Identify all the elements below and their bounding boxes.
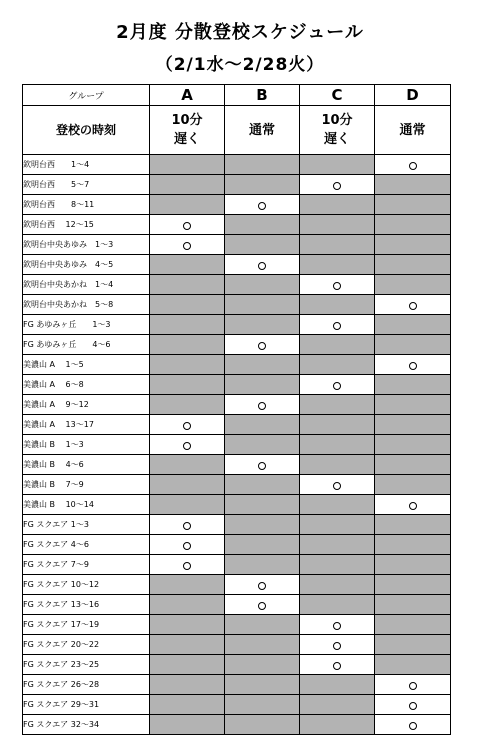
table-row xyxy=(23,715,451,735)
table-row xyxy=(23,575,451,595)
cell-shaded-b xyxy=(225,215,300,235)
table-row xyxy=(23,415,451,435)
row-label: FG スクエア 20～22 xyxy=(23,635,150,655)
schedule-table xyxy=(22,84,451,735)
cell-shaded-d xyxy=(375,435,451,455)
circle-mark-icon xyxy=(258,402,266,410)
table-row xyxy=(23,635,451,655)
row-label: FG スクエア 17～19 xyxy=(23,615,150,635)
row-label: 美濃山 A 9～12 xyxy=(23,395,150,415)
cell-marked-c xyxy=(300,275,375,295)
cell-shaded-a xyxy=(150,695,225,715)
cell-marked-c xyxy=(300,375,375,395)
circle-mark-icon xyxy=(183,562,191,570)
row-label: 美濃山 B 7～9 xyxy=(23,475,150,495)
group-column-header: グループ xyxy=(23,85,150,106)
row-label: FG スクエア 23～25 xyxy=(23,655,150,675)
cell-shaded-c xyxy=(300,435,375,455)
circle-mark-icon xyxy=(409,302,417,310)
row-label: FG スクエア 7～9 xyxy=(23,555,150,575)
row-label: FG スクエア 32～34 xyxy=(23,715,150,735)
cell-shaded-b xyxy=(225,715,300,735)
table-row xyxy=(23,475,451,495)
circle-mark-icon xyxy=(258,602,266,610)
cell-marked-a xyxy=(150,215,225,235)
cell-shaded-d xyxy=(375,535,451,555)
time-c-line2: 遅く xyxy=(323,132,350,147)
cell-marked-c xyxy=(300,635,375,655)
row-label: FG スクエア 29～31 xyxy=(23,695,150,715)
circle-mark-icon xyxy=(183,222,191,230)
row-label: 美濃山 A 1～5 xyxy=(23,355,150,375)
row-label: FG スクエア 26～28 xyxy=(23,675,150,695)
circle-mark-icon xyxy=(258,462,266,470)
circle-mark-icon xyxy=(258,342,266,350)
circle-mark-icon xyxy=(409,502,417,510)
cell-marked-b xyxy=(225,595,300,615)
row-label: 欽明台中央あかね 5～8 xyxy=(23,295,150,315)
cell-shaded-b xyxy=(225,235,300,255)
group-header-c: C xyxy=(300,85,375,106)
cell-marked-b xyxy=(225,195,300,215)
row-label: 美濃山 B 1～3 xyxy=(23,435,150,455)
time-c-line1: 10分 xyxy=(321,113,353,128)
cell-shaded-a xyxy=(150,615,225,635)
cell-shaded-a xyxy=(150,275,225,295)
circle-mark-icon xyxy=(409,162,417,170)
circle-mark-icon xyxy=(333,482,341,490)
time-d-line1: 通常 xyxy=(399,122,426,138)
cell-shaded-a xyxy=(150,155,225,175)
cell-shaded-c xyxy=(300,535,375,555)
table-row xyxy=(23,355,451,375)
cell-shaded-c xyxy=(300,515,375,535)
cell-shaded-a xyxy=(150,395,225,415)
cell-shaded-a xyxy=(150,495,225,515)
cell-marked-b xyxy=(225,455,300,475)
cell-shaded-b xyxy=(225,315,300,335)
table-row xyxy=(23,375,451,395)
time-header-c xyxy=(300,106,375,155)
table-row xyxy=(23,515,451,535)
row-label: 欽明台西 8～11 xyxy=(23,195,150,215)
cell-shaded-d xyxy=(375,655,451,675)
cell-shaded-a xyxy=(150,715,225,735)
time-column-header: 登校の時刻 xyxy=(23,106,150,155)
circle-mark-icon xyxy=(183,442,191,450)
row-label: FG あゆみヶ丘 4～6 xyxy=(23,335,150,355)
group-header-b: B xyxy=(225,85,300,106)
cell-shaded-a xyxy=(150,675,225,695)
cell-shaded-c xyxy=(300,575,375,595)
cell-shaded-c xyxy=(300,695,375,715)
table-row xyxy=(23,195,451,215)
circle-mark-icon xyxy=(183,542,191,550)
group-header-a: A xyxy=(150,85,225,106)
cell-marked-d xyxy=(375,695,451,715)
group-header-d: D xyxy=(375,85,451,106)
table-row xyxy=(23,395,451,415)
circle-mark-icon xyxy=(409,682,417,690)
table-row xyxy=(23,675,451,695)
cell-shaded-d xyxy=(375,475,451,495)
table-row xyxy=(23,235,451,255)
cell-shaded-a xyxy=(150,335,225,355)
cell-shaded-c xyxy=(300,215,375,235)
cell-shaded-b xyxy=(225,555,300,575)
cell-marked-c xyxy=(300,315,375,335)
cell-marked-a xyxy=(150,515,225,535)
table-row xyxy=(23,455,451,475)
cell-shaded-d xyxy=(375,455,451,475)
cell-shaded-d xyxy=(375,635,451,655)
cell-marked-a xyxy=(150,535,225,555)
circle-mark-icon xyxy=(333,662,341,670)
cell-marked-c xyxy=(300,175,375,195)
cell-shaded-c xyxy=(300,675,375,695)
date-range-subtitle: （2/1水～2/28火） xyxy=(155,55,325,75)
circle-mark-icon xyxy=(183,522,191,530)
table-row xyxy=(23,215,451,235)
cell-shaded-b xyxy=(225,155,300,175)
table-row xyxy=(23,275,451,295)
header-row-times xyxy=(23,106,451,155)
circle-mark-icon xyxy=(333,642,341,650)
cell-shaded-d xyxy=(375,175,451,195)
time-a-line1: 10分 xyxy=(171,113,203,128)
row-label: 欽明台中央あかね 1～4 xyxy=(23,275,150,295)
table-row xyxy=(23,535,451,555)
table-row xyxy=(23,295,451,315)
table-row xyxy=(23,315,451,335)
cell-shaded-a xyxy=(150,575,225,595)
cell-marked-b xyxy=(225,335,300,355)
cell-shaded-b xyxy=(225,655,300,675)
cell-marked-b xyxy=(225,575,300,595)
cell-shaded-b xyxy=(225,495,300,515)
row-label: FG あゆみヶ丘 1～3 xyxy=(23,315,150,335)
time-header-d xyxy=(375,106,451,155)
cell-shaded-c xyxy=(300,595,375,615)
cell-shaded-c xyxy=(300,455,375,475)
circle-mark-icon xyxy=(333,382,341,390)
row-label: 欽明台西 12～15 xyxy=(23,215,150,235)
cell-shaded-d xyxy=(375,375,451,395)
cell-shaded-a xyxy=(150,255,225,275)
cell-shaded-d xyxy=(375,575,451,595)
row-label: 美濃山 B 10～14 xyxy=(23,495,150,515)
cell-shaded-b xyxy=(225,175,300,195)
cell-shaded-a xyxy=(150,295,225,315)
cell-marked-a xyxy=(150,555,225,575)
cell-shaded-c xyxy=(300,715,375,735)
circle-mark-icon xyxy=(183,422,191,430)
circle-mark-icon xyxy=(183,242,191,250)
cell-marked-d xyxy=(375,295,451,315)
cell-shaded-a xyxy=(150,455,225,475)
cell-shaded-b xyxy=(225,515,300,535)
cell-marked-d xyxy=(375,155,451,175)
cell-marked-c xyxy=(300,655,375,675)
table-row xyxy=(23,555,451,575)
cell-shaded-a xyxy=(150,315,225,335)
row-label: 欽明台西 5～7 xyxy=(23,175,150,195)
cell-marked-a xyxy=(150,435,225,455)
cell-shaded-d xyxy=(375,315,451,335)
circle-mark-icon xyxy=(409,702,417,710)
circle-mark-icon xyxy=(333,282,341,290)
cell-shaded-d xyxy=(375,215,451,235)
cell-shaded-b xyxy=(225,275,300,295)
cell-marked-d xyxy=(375,495,451,515)
cell-shaded-d xyxy=(375,555,451,575)
table-row xyxy=(23,655,451,675)
table-row xyxy=(23,175,451,195)
cell-marked-d xyxy=(375,675,451,695)
cell-shaded-b xyxy=(225,475,300,495)
circle-mark-icon xyxy=(333,182,341,190)
cell-marked-c xyxy=(300,615,375,635)
row-label: FG スクエア 1～3 xyxy=(23,515,150,535)
cell-shaded-c xyxy=(300,195,375,215)
page-title: 2月度 分散登校スケジュール xyxy=(116,22,364,43)
cell-shaded-a xyxy=(150,375,225,395)
table-row xyxy=(23,595,451,615)
cell-marked-c xyxy=(300,475,375,495)
cell-shaded-d xyxy=(375,235,451,255)
cell-shaded-c xyxy=(300,395,375,415)
table-row xyxy=(23,155,451,175)
row-label: 美濃山 B 4～6 xyxy=(23,455,150,475)
cell-shaded-b xyxy=(225,355,300,375)
cell-shaded-b xyxy=(225,295,300,315)
table-row xyxy=(23,335,451,355)
cell-shaded-d xyxy=(375,335,451,355)
table-row xyxy=(23,255,451,275)
cell-marked-d xyxy=(375,715,451,735)
row-label: 美濃山 A 13～17 xyxy=(23,415,150,435)
cell-shaded-c xyxy=(300,335,375,355)
row-label: FG スクエア 4～6 xyxy=(23,535,150,555)
cell-shaded-d xyxy=(375,515,451,535)
cell-shaded-a xyxy=(150,355,225,375)
cell-shaded-a xyxy=(150,595,225,615)
cell-shaded-d xyxy=(375,195,451,215)
row-label: FG スクエア 10～12 xyxy=(23,575,150,595)
cell-shaded-b xyxy=(225,695,300,715)
row-label: 欽明台西 1～4 xyxy=(23,155,150,175)
table-row xyxy=(23,435,451,455)
cell-shaded-c xyxy=(300,355,375,375)
row-label: FG スクエア 13～16 xyxy=(23,595,150,615)
circle-mark-icon xyxy=(333,322,341,330)
cell-shaded-b xyxy=(225,375,300,395)
time-b-line1: 通常 xyxy=(248,122,275,138)
circle-mark-icon xyxy=(258,202,266,210)
cell-shaded-a xyxy=(150,635,225,655)
cell-shaded-a xyxy=(150,475,225,495)
cell-shaded-d xyxy=(375,595,451,615)
schedule-body xyxy=(23,155,451,735)
cell-shaded-c xyxy=(300,255,375,275)
cell-marked-b xyxy=(225,395,300,415)
cell-shaded-b xyxy=(225,415,300,435)
circle-mark-icon xyxy=(258,582,266,590)
cell-marked-a xyxy=(150,415,225,435)
cell-shaded-a xyxy=(150,655,225,675)
table-row xyxy=(23,695,451,715)
cell-shaded-d xyxy=(375,415,451,435)
cell-shaded-d xyxy=(375,395,451,415)
row-label: 欽明台中央あゆみ 1～3 xyxy=(23,235,150,255)
cell-shaded-b xyxy=(225,535,300,555)
cell-shaded-c xyxy=(300,415,375,435)
cell-shaded-a xyxy=(150,195,225,215)
header-row-groups xyxy=(23,85,451,106)
cell-shaded-b xyxy=(225,675,300,695)
cell-shaded-c xyxy=(300,235,375,255)
cell-shaded-b xyxy=(225,615,300,635)
circle-mark-icon xyxy=(409,362,417,370)
time-header-a xyxy=(150,106,225,155)
cell-shaded-b xyxy=(225,635,300,655)
table-row xyxy=(23,615,451,635)
cell-shaded-d xyxy=(375,275,451,295)
circle-mark-icon xyxy=(333,622,341,630)
cell-shaded-d xyxy=(375,255,451,275)
row-label: 欽明台中央あゆみ 4～5 xyxy=(23,255,150,275)
cell-shaded-c xyxy=(300,555,375,575)
cell-marked-d xyxy=(375,355,451,375)
cell-shaded-c xyxy=(300,155,375,175)
cell-shaded-c xyxy=(300,295,375,315)
time-a-line2: 遅く xyxy=(173,132,200,147)
cell-shaded-a xyxy=(150,175,225,195)
row-label: 美濃山 A 6～8 xyxy=(23,375,150,395)
cell-marked-b xyxy=(225,255,300,275)
cell-shaded-d xyxy=(375,615,451,635)
circle-mark-icon xyxy=(258,262,266,270)
cell-shaded-c xyxy=(300,495,375,515)
table-row xyxy=(23,495,451,515)
cell-shaded-b xyxy=(225,435,300,455)
time-header-b xyxy=(225,106,300,155)
cell-marked-a xyxy=(150,235,225,255)
circle-mark-icon xyxy=(409,722,417,730)
